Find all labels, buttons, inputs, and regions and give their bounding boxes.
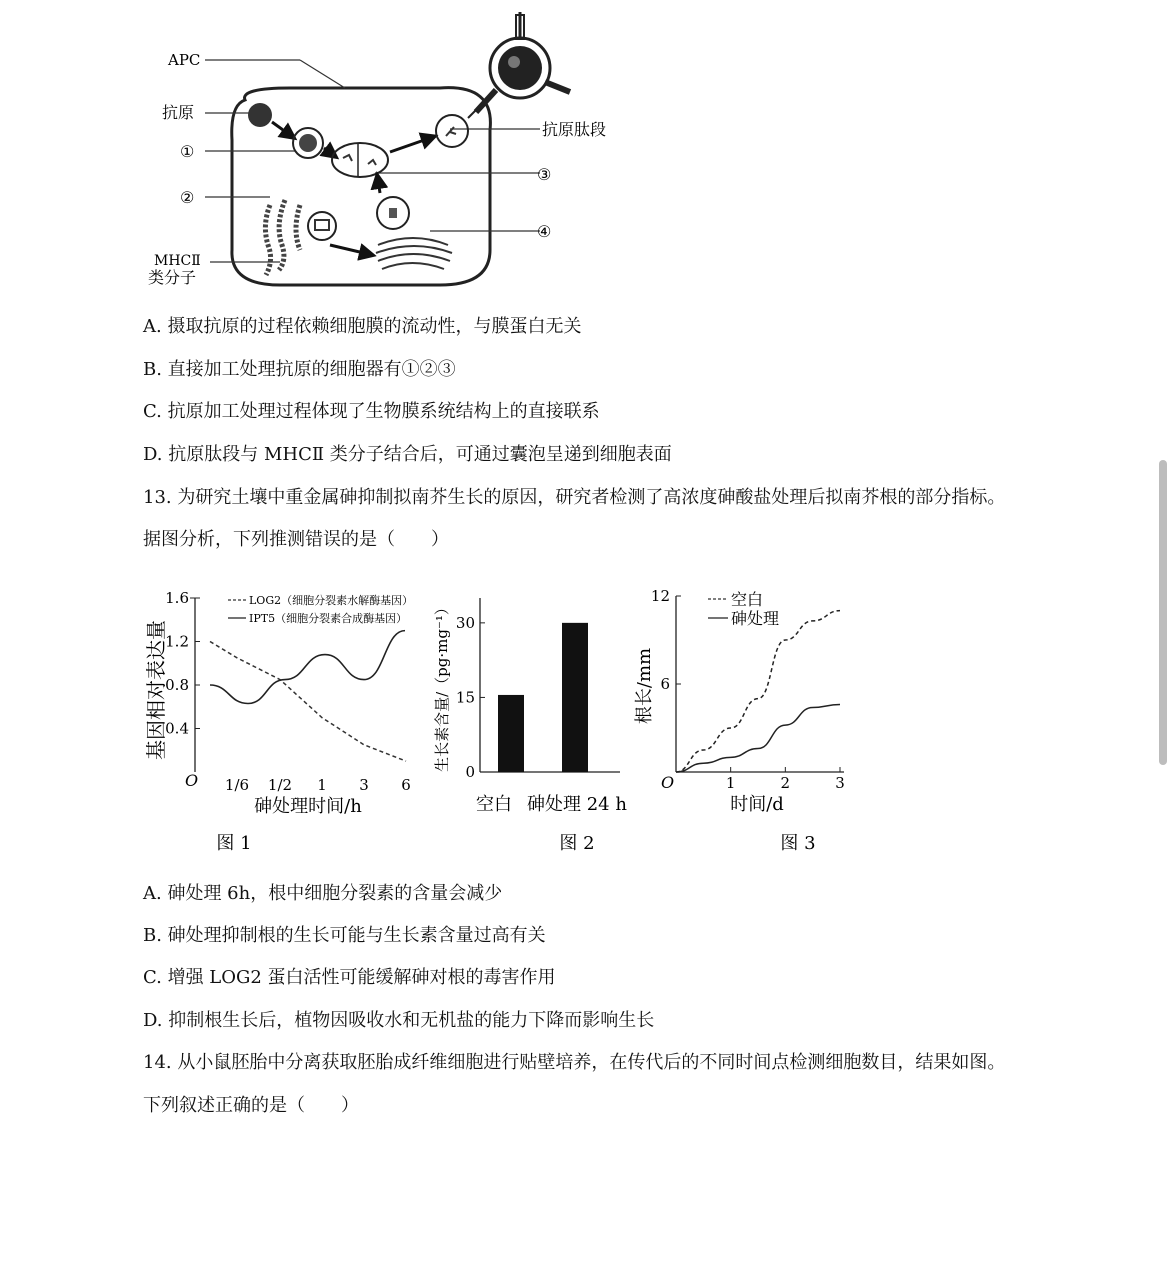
- fig1-x-tick-label: 1/6: [224, 776, 250, 794]
- fig1-x-axis-label: 砷处理时间/h: [254, 796, 362, 817]
- fig1-series-ipt5: [210, 631, 405, 704]
- fig3-legend-arsenic: 砷处理: [731, 609, 780, 628]
- fig1-x-tick-label: 1/2: [267, 776, 293, 794]
- fig3-x-tick-label: 2: [780, 774, 791, 792]
- q13-figures: [0, 570, 1170, 860]
- fig2-y-axis-label: 生长素含量/（pg·mg⁻¹）: [433, 600, 451, 772]
- fig1-x-tick-label: 1: [317, 776, 327, 794]
- scrollbar-thumb[interactable]: [1159, 460, 1167, 765]
- q12-option-a: A. 摄取抗原的过程依赖细胞膜的流动性，与膜蛋白无关: [143, 316, 582, 337]
- q14-stem-line2: 下列叙述正确的是（ ）: [143, 1095, 359, 1116]
- mhc-label-line2: 类分子: [148, 268, 197, 287]
- fig1-legend-log2: LOG2（细胞分裂素水解酶基因）: [249, 594, 414, 607]
- fig1-y-tick-label: 1.2: [165, 632, 189, 651]
- fig1-caption: 图 1: [216, 833, 252, 854]
- fig2-caption: 图 2: [559, 833, 595, 854]
- t-cell: [468, 12, 570, 118]
- q14-stem-line1: 14. 从小鼠胚胎中分离获取胚胎成纤维细胞进行贴壁培养，在传代后的不同时间点检测细胞数目，结果如图。: [143, 1052, 1006, 1073]
- q13-option-a: A. 砷处理 6h，根中细胞分裂素的含量会减少: [143, 883, 503, 904]
- q12-option-c: C. 抗原加工处理过程体现了生物膜系统结构上的直接联系: [143, 401, 600, 422]
- organelle-2-label: ②: [180, 188, 195, 207]
- q12-option-d: D. 抗原肽段与 MHCⅡ 类分子结合后，可通过囊泡呈递到细胞表面: [143, 444, 672, 465]
- fig1-y-tick-label: 0.4: [165, 719, 189, 738]
- fig3-y-axis-label: 根长/mm: [634, 647, 655, 725]
- fig2-y-tick-label: 30: [455, 613, 475, 632]
- organelle-4-label: ④: [537, 222, 552, 241]
- q13-stem-line1: 13. 为研究土壤中重金属砷抑制拟南芥生长的原因，研究者检测了高浓度砷酸盐处理后拟南芥根的部分指标。: [143, 487, 1006, 508]
- q13-option-c: C. 增强 LOG2 蛋白活性可能缓解砷对根的毒害作用: [143, 967, 556, 988]
- lysosome-fusion: [332, 143, 388, 177]
- antigen-peptide-label: 抗原肽段: [542, 120, 607, 139]
- fig3-x-tick-label: 1: [725, 774, 736, 792]
- peptide-vesicle: [436, 115, 468, 147]
- fig1-x-tick-label: 3: [359, 776, 369, 794]
- fig3-legend-blank: 空白: [731, 590, 764, 609]
- fig3-origin: O: [661, 773, 675, 792]
- fig3-series-arsenic: [676, 705, 840, 772]
- fig1-origin: O: [185, 771, 199, 790]
- fig1-legend-ipt5: IPT5（细胞分裂素合成酶基因）: [249, 612, 408, 625]
- antigen-blob: [248, 103, 272, 127]
- fig1-y-axis-label: 基因相对表达量: [144, 620, 168, 760]
- fig3-y-tick-label: 6: [660, 675, 670, 693]
- fig1-y-tick-label: 0.8: [165, 676, 189, 694]
- endoplasmic-reticulum: [265, 200, 300, 275]
- q12-option-b: B. 直接加工处理抗原的细胞器有①②③: [143, 359, 456, 380]
- organelle-3-label: ③: [537, 165, 552, 184]
- fig3-x-tick-label: 3: [835, 774, 845, 792]
- fig3-y-tick-label: 12: [650, 587, 670, 605]
- fig2-x-label-arsenic: 砷处理 24 h: [527, 794, 627, 815]
- q13-stem-line2: 据图分析，下列推测错误的是（ ）: [143, 529, 449, 550]
- fig2-bar: [498, 695, 524, 772]
- fig2-x-label-blank: 空白: [476, 794, 512, 815]
- q13-option-d: D. 抑制根生长后，植物因吸收水和无机盐的能力下降而影响生长: [143, 1010, 655, 1031]
- fig2-y-tick-label: 15: [455, 688, 475, 707]
- fig1-y-tick-label: 1.6: [165, 589, 189, 607]
- fig3-x-axis-label: 时间/d: [730, 794, 784, 815]
- fig3-caption: 图 3: [780, 833, 816, 854]
- q13-option-b: B. 砷处理抑制根的生长可能与生长素含量过高有关: [143, 925, 546, 946]
- organelle-1-label: ①: [180, 142, 195, 161]
- golgi-apparatus: [376, 238, 452, 269]
- fig1-x-tick-label: 6: [401, 776, 411, 794]
- apc-cell-diagram: [140, 10, 620, 295]
- antigen-label: 抗原: [162, 103, 195, 122]
- fig2-y-tick-label: 0: [465, 763, 475, 781]
- scrollbar-track[interactable]: [1156, 0, 1170, 1263]
- apc-label: APC: [168, 51, 201, 69]
- fig2-bar: [562, 623, 588, 772]
- mhc-label-line1: MHCⅡ: [154, 253, 201, 269]
